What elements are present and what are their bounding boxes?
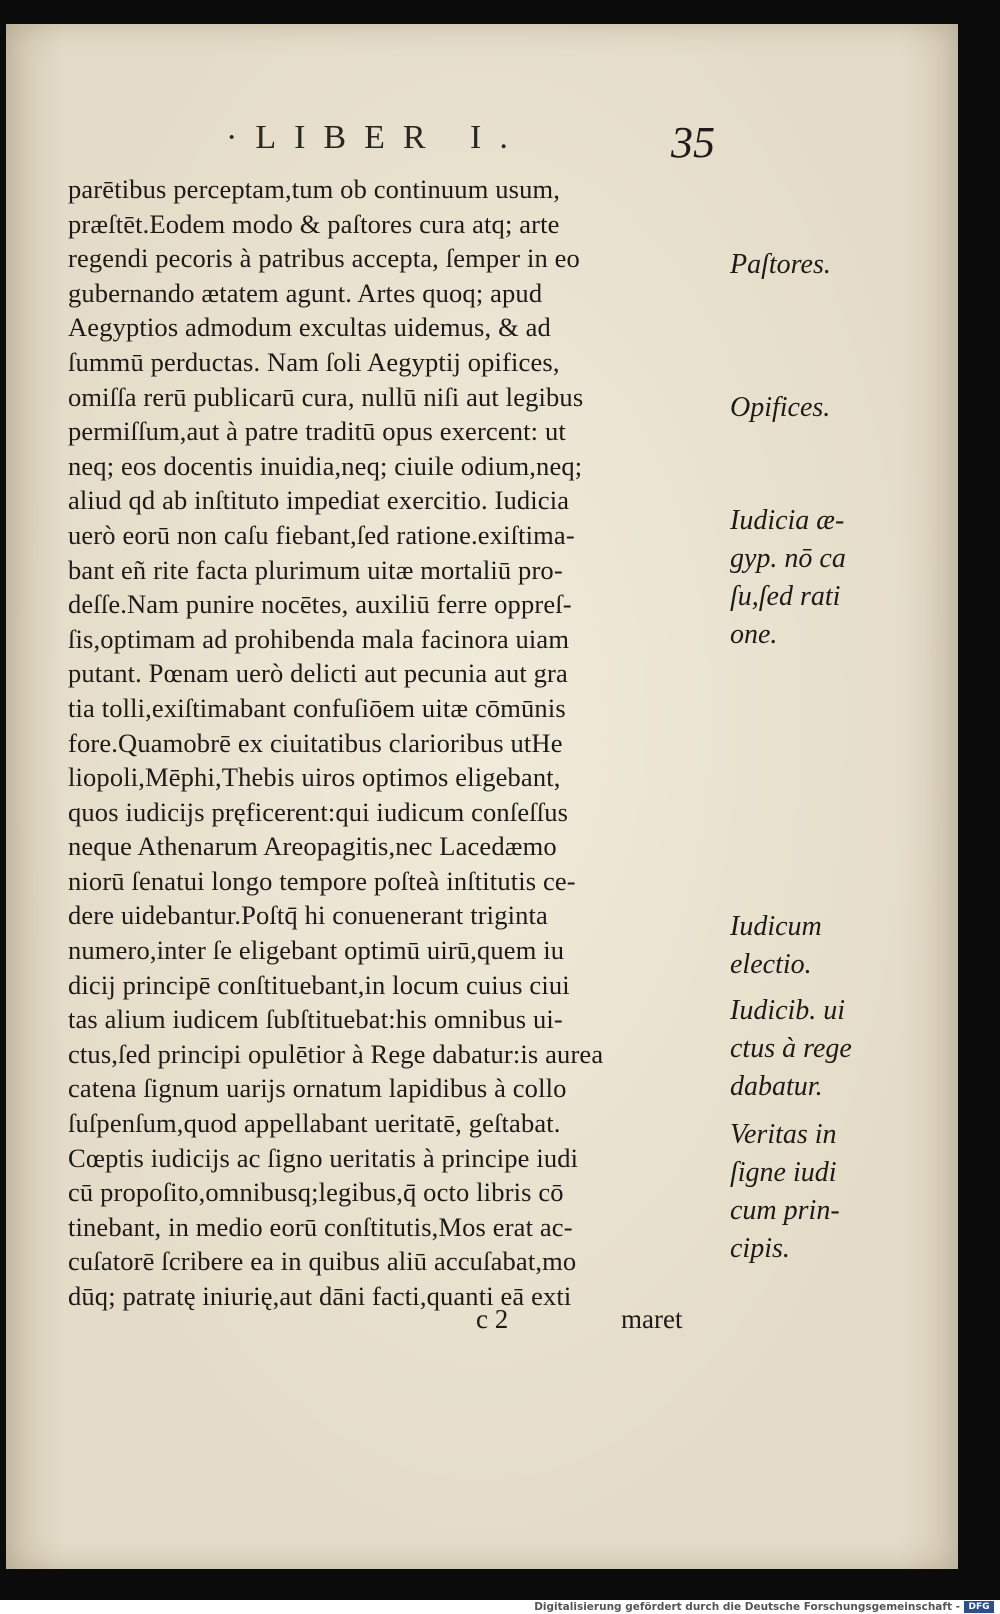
page-number: 35 (671, 118, 715, 167)
text-line: aliud qd ab inſtituto impediat exercitio. Iudicia (68, 485, 570, 516)
text-line: gubernando ætatem agunt. Artes quoq; apud (68, 277, 543, 308)
main-text-block (68, 172, 748, 1314)
catchword: maret (621, 1304, 683, 1334)
text-line: præſtēt.Eodem modo & paſtores cura atq; arte (68, 208, 560, 239)
text-line: tas alium iudicem ſubſtituebat:his omnibus ui- (68, 1004, 563, 1035)
text-line: dicij principē conſtituebant,in locum cuius ciui (68, 969, 570, 1000)
text-line: liopoli,Mēphi,Thebis uiros optimos eligebant, (68, 762, 561, 793)
text-line: quos iudicijs pręficerent:qui iudicum conſeſſus (68, 796, 569, 827)
marginal-note-line: gyp. nō ca (730, 543, 846, 574)
text-line: ſuſpenſum,quod appellabant ueritatē, geſtabat. (68, 1108, 561, 1139)
marginal-note-line: Iudicia æ- (730, 505, 845, 536)
marginal-note (730, 502, 846, 654)
running-head: ·LIBER I. (226, 119, 526, 156)
text-line: uerò eorū non caſu fiebant,ſed ratione.exiſtima- (68, 519, 575, 550)
text-line: niorū ſenatui longo tempore poſteà inſtitutis ce- (68, 865, 576, 896)
marginal-note-line: dabatur. (730, 1071, 823, 1102)
text-line: neq; eos docentis inuidia,neq; ciuile odium,neq; (68, 450, 583, 481)
marginal-note-line: Iudicib. ui (730, 995, 846, 1026)
text-line: ſis,optimam ad prohibenda mala facinora uiam (68, 623, 570, 654)
marginal-note (730, 246, 831, 284)
text-line: tia tolli,exiſtimabant confuſiōem uitæ cōmūnis (68, 692, 566, 723)
text-line: dūq; patratę iniurię,aut dāni facti,quanti eā exti (68, 1281, 572, 1311)
marginal-note (730, 389, 830, 427)
text-line: bant eñ rite facta plurimum uitæ mortaliū pro- (68, 554, 563, 585)
marginal-note-line: cum prin- (730, 1195, 840, 1226)
text-line: fore.Quamobrē ex ciuitatibus clarioribus utHe (68, 727, 563, 758)
text-line: Cœptis iudicijs ac ſigno ueritatis à principe iudi (68, 1142, 579, 1173)
marginal-note-line: Iudicum (730, 911, 822, 942)
text-line: numero,inter ſe eligebant optimū uirū,quem iu (68, 935, 565, 966)
text-line: cuſatorē ſcribere ea in quibus aliū accuſabat,mo (68, 1246, 577, 1277)
marginal-note-line: one. (730, 619, 778, 650)
marginal-note (730, 1116, 840, 1268)
signature-mark: c 2 (476, 1304, 509, 1334)
funding-credit: Digitalisierung gefördert durch die Deutsche Forschungsgemeinschaft - (534, 1601, 960, 1613)
text-line: ſummū perductas. Nam ſoli Aegyptij opifices, (68, 346, 560, 377)
text-line: Aegyptios admodum excultas uidemus, & ad (68, 312, 551, 343)
text-line: omiſſa rerū publicarū cura, nullū niſi aut legibus (68, 381, 584, 412)
digitization-footer (0, 1600, 1000, 1614)
marginal-note-line: Veritas in (730, 1119, 837, 1150)
marginal-note-line: electio. (730, 949, 812, 980)
marginal-note-line: cipis. (730, 1233, 790, 1264)
dfg-logo: DFG (964, 1601, 994, 1613)
marginal-note (730, 908, 822, 984)
text-line: cū propoſito,omnibusq;legibus,q̄ octo libris cō (68, 1177, 564, 1208)
text-line: ctus,ſed principi opulētior à Rege dabatur:is aurea (68, 1038, 604, 1069)
marginal-note-line: ctus à rege (730, 1033, 852, 1064)
marginal-note-line: Opifices. (730, 392, 831, 423)
text-line: deſſe.Nam punire nocētes, auxiliū ferre oppreſ- (68, 589, 572, 620)
text-line: neque Athenarum Areopagitis,nec Lacedæmo (68, 831, 557, 862)
marginal-note-line: ſu,ſed rati (730, 581, 841, 612)
text-line: tinebant, in medio eorū conſtitutis,Mos erat ac- (68, 1211, 573, 1242)
text-line: regendi pecoris à patribus accepta, ſemper in eo (68, 243, 580, 274)
marginal-note-line: Paſtores. (730, 249, 831, 280)
book-page (6, 24, 958, 1569)
text-line: catena ſignum uarijs ornatum lapidibus à collo (68, 1073, 567, 1104)
text-line: permiſſum,aut à patre traditū opus exercent: ut (68, 416, 566, 447)
marginal-note (730, 992, 852, 1106)
text-line: putant. Pœnam uerò delicti aut pecunia aut gra (68, 658, 568, 689)
text-line: dere uidebantur.Poſtq̄ hi conuenerant triginta (68, 900, 548, 931)
marginal-note-line: ſigne iudi (730, 1157, 837, 1188)
text-line: parētibus perceptam,tum ob continuum usum, (68, 174, 561, 204)
